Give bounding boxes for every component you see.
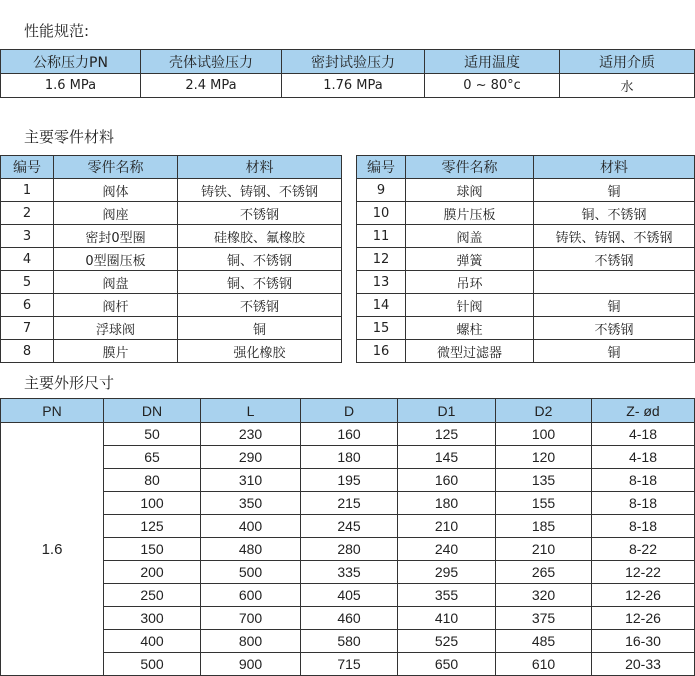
dimensions-cell: 715 — [301, 653, 398, 676]
dimensions-cell: 125 — [104, 515, 201, 538]
parts-cell: 9 — [357, 179, 406, 202]
performance-heading: 性能规范: — [24, 22, 90, 40]
performance-header-row — [1, 50, 695, 74]
parts-cell: 7 — [1, 317, 54, 340]
dimensions-row — [1, 653, 695, 676]
parts-header-row — [357, 156, 695, 179]
parts-table-right — [356, 155, 695, 363]
dimensions-cell: 460 — [301, 607, 398, 630]
performance-header: 公称压力PN — [1, 50, 141, 74]
parts-cell: 密封0型圈 — [54, 225, 178, 248]
dimensions-cell: 100 — [104, 492, 201, 515]
parts-header: 编号 — [357, 156, 406, 179]
dimensions-cell: 4-18 — [592, 446, 695, 469]
parts-row — [1, 271, 342, 294]
dimensions-cell: 320 — [496, 584, 592, 607]
parts-cell: 3 — [1, 225, 54, 248]
parts-cell: 铸铁、铸钢、不锈钢 — [534, 225, 695, 248]
dimensions-cell: 480 — [201, 538, 301, 561]
parts-header: 零件名称 — [54, 156, 178, 179]
dimensions-row — [1, 630, 695, 653]
dimensions-cell: 245 — [301, 515, 398, 538]
parts-row — [357, 271, 695, 294]
dimensions-cell: 250 — [104, 584, 201, 607]
dimensions-row — [1, 515, 695, 538]
dimensions-cell: 900 — [201, 653, 301, 676]
dimensions-cell: 500 — [201, 561, 301, 584]
performance-cell: 0 ~ 80°c — [425, 74, 560, 98]
parts-header: 编号 — [1, 156, 54, 179]
parts-header: 零件名称 — [406, 156, 534, 179]
parts-cell: 阀盘 — [54, 271, 178, 294]
dimensions-cell: 50 — [104, 423, 201, 446]
dimensions-row — [1, 492, 695, 515]
parts-cell: 球阀 — [406, 179, 534, 202]
parts-cell: 膜片 — [54, 340, 178, 363]
dimensions-cell: 410 — [398, 607, 496, 630]
dimensions-cell: 335 — [301, 561, 398, 584]
dimensions-cell: 300 — [104, 607, 201, 630]
pn-cell: 1.6 — [1, 423, 104, 676]
parts-cell: 螺柱 — [406, 317, 534, 340]
dimensions-cell: 180 — [301, 446, 398, 469]
dimensions-cell: 12-22 — [592, 561, 695, 584]
dimensions-cell: 210 — [398, 515, 496, 538]
performance-table — [0, 49, 695, 98]
dimensions-cell: 800 — [201, 630, 301, 653]
parts-cell: 不锈钢 — [534, 317, 695, 340]
parts-row — [1, 294, 342, 317]
dimensions-cell: 290 — [201, 446, 301, 469]
parts-row — [1, 202, 342, 225]
parts-row — [1, 340, 342, 363]
dimensions-header: DN — [104, 399, 201, 423]
parts-header-row — [1, 156, 342, 179]
parts-cell: 铜 — [534, 340, 695, 363]
dimensions-cell: 400 — [104, 630, 201, 653]
parts-row — [1, 248, 342, 271]
parts-cell: 铜 — [534, 294, 695, 317]
dimensions-cell: 600 — [201, 584, 301, 607]
parts-cell: 不锈钢 — [178, 202, 342, 225]
parts-row — [1, 225, 342, 248]
parts-row — [357, 317, 695, 340]
dimensions-cell: 700 — [201, 607, 301, 630]
parts-cell: 铜、不锈钢 — [178, 248, 342, 271]
parts-cell: 11 — [357, 225, 406, 248]
dimensions-cell: 215 — [301, 492, 398, 515]
dimensions-row — [1, 584, 695, 607]
parts-header: 材料 — [178, 156, 342, 179]
parts-cell: 不锈钢 — [178, 294, 342, 317]
dimensions-cell: 20-33 — [592, 653, 695, 676]
dimensions-cell: 150 — [104, 538, 201, 561]
dimensions-cell: 65 — [104, 446, 201, 469]
dimensions-cell: 185 — [496, 515, 592, 538]
dimensions-cell: 180 — [398, 492, 496, 515]
performance-cell: 1.76 MPa — [282, 74, 425, 98]
parts-cell: 1 — [1, 179, 54, 202]
dimensions-cell: 12-26 — [592, 584, 695, 607]
dimensions-row — [1, 561, 695, 584]
performance-header: 适用温度 — [425, 50, 560, 74]
dimensions-cell: 485 — [496, 630, 592, 653]
dimensions-cell: 4-18 — [592, 423, 695, 446]
dimensions-row — [1, 607, 695, 630]
parts-cell: 14 — [357, 294, 406, 317]
dimensions-row — [1, 469, 695, 492]
dimensions-cell: 120 — [496, 446, 592, 469]
parts-row — [357, 202, 695, 225]
dimensions-table — [0, 398, 695, 676]
dimensions-cell: 200 — [104, 561, 201, 584]
parts-cell: 阀座 — [54, 202, 178, 225]
parts-cell: 铜、不锈钢 — [534, 202, 695, 225]
parts-row — [357, 179, 695, 202]
parts-cell: 铜 — [178, 317, 342, 340]
parts-cell: 12 — [357, 248, 406, 271]
dimensions-header: D — [301, 399, 398, 423]
dimensions-cell: 8-18 — [592, 515, 695, 538]
dimensions-cell: 8-22 — [592, 538, 695, 561]
dimensions-cell: 355 — [398, 584, 496, 607]
dimensions-cell: 155 — [496, 492, 592, 515]
dimensions-cell: 610 — [496, 653, 592, 676]
dimensions-header: Z- ød — [592, 399, 695, 423]
dimensions-cell: 240 — [398, 538, 496, 561]
dimensions-cell: 195 — [301, 469, 398, 492]
dimensions-cell: 160 — [398, 469, 496, 492]
parts-cell: 4 — [1, 248, 54, 271]
parts-cell: 强化橡胶 — [178, 340, 342, 363]
performance-cell: 2.4 MPa — [141, 74, 282, 98]
parts-cell: 8 — [1, 340, 54, 363]
parts-cell: 不锈钢 — [534, 248, 695, 271]
parts-cell: 13 — [357, 271, 406, 294]
dimensions-cell: 210 — [496, 538, 592, 561]
parts-cell: 铜 — [534, 179, 695, 202]
performance-header: 壳体试验压力 — [141, 50, 282, 74]
parts-cell: 浮球阀 — [54, 317, 178, 340]
parts-cell: 阀体 — [54, 179, 178, 202]
performance-header: 适用介质 — [560, 50, 695, 74]
dimensions-cell: 525 — [398, 630, 496, 653]
parts-row — [357, 294, 695, 317]
dimensions-cell: 350 — [201, 492, 301, 515]
parts-cell: 15 — [357, 317, 406, 340]
performance-cell: 水 — [560, 74, 695, 98]
parts-row — [357, 225, 695, 248]
dimensions-cell: 135 — [496, 469, 592, 492]
parts-cell: 10 — [357, 202, 406, 225]
dimensions-cell: 80 — [104, 469, 201, 492]
parts-header: 材料 — [534, 156, 695, 179]
dimensions-row — [1, 538, 695, 561]
parts-cell: 膜片压板 — [406, 202, 534, 225]
parts-cell: 针阀 — [406, 294, 534, 317]
dimensions-header-row — [1, 399, 695, 423]
dimensions-row — [1, 423, 695, 446]
parts-cell: 硅橡胶、氟橡胶 — [178, 225, 342, 248]
parts-cell: 弹簧 — [406, 248, 534, 271]
dimensions-header: D2 — [496, 399, 592, 423]
dimensions-cell: 375 — [496, 607, 592, 630]
dimensions-cell: 265 — [496, 561, 592, 584]
parts-cell: 0型圈压板 — [54, 248, 178, 271]
dimensions-cell: 230 — [201, 423, 301, 446]
parts-row — [357, 248, 695, 271]
dimensions-cell: 160 — [301, 423, 398, 446]
dimensions-cell: 12-26 — [592, 607, 695, 630]
parts-row — [1, 317, 342, 340]
dimensions-header: L — [201, 399, 301, 423]
dimensions-cell: 125 — [398, 423, 496, 446]
parts-cell: 微型过滤器 — [406, 340, 534, 363]
parts-cell: 阀盖 — [406, 225, 534, 248]
parts-row — [357, 340, 695, 363]
performance-row — [1, 74, 695, 98]
performance-header: 密封试验压力 — [282, 50, 425, 74]
dimensions-cell: 280 — [301, 538, 398, 561]
dimensions-cell: 16-30 — [592, 630, 695, 653]
dimensions-cell: 8-18 — [592, 469, 695, 492]
parts-cell: 铜、不锈钢 — [178, 271, 342, 294]
parts-table-left — [0, 155, 342, 363]
parts-cell: 5 — [1, 271, 54, 294]
parts-cell: 2 — [1, 202, 54, 225]
parts-cell: 6 — [1, 294, 54, 317]
dimensions-cell: 100 — [496, 423, 592, 446]
dimensions-cell: 500 — [104, 653, 201, 676]
parts-heading: 主要零件材料 — [24, 128, 115, 146]
parts-cell: 铸铁、铸钢、不锈钢 — [178, 179, 342, 202]
parts-cell: 吊环 — [406, 271, 534, 294]
parts-cell: 16 — [357, 340, 406, 363]
dimensions-cell: 400 — [201, 515, 301, 538]
dimensions-row — [1, 446, 695, 469]
dimensions-header: PN — [1, 399, 104, 423]
dimensions-cell: 405 — [301, 584, 398, 607]
parts-cell — [534, 271, 695, 294]
performance-cell: 1.6 MPa — [1, 74, 141, 98]
dimensions-cell: 295 — [398, 561, 496, 584]
dimensions-cell: 8-18 — [592, 492, 695, 515]
dimensions-cell: 650 — [398, 653, 496, 676]
dimensions-cell: 310 — [201, 469, 301, 492]
dimensions-heading: 主要外形尺寸 — [24, 374, 115, 392]
dimensions-header: D1 — [398, 399, 496, 423]
parts-row — [1, 179, 342, 202]
dimensions-cell: 580 — [301, 630, 398, 653]
parts-cell: 阀杆 — [54, 294, 178, 317]
dimensions-cell: 145 — [398, 446, 496, 469]
